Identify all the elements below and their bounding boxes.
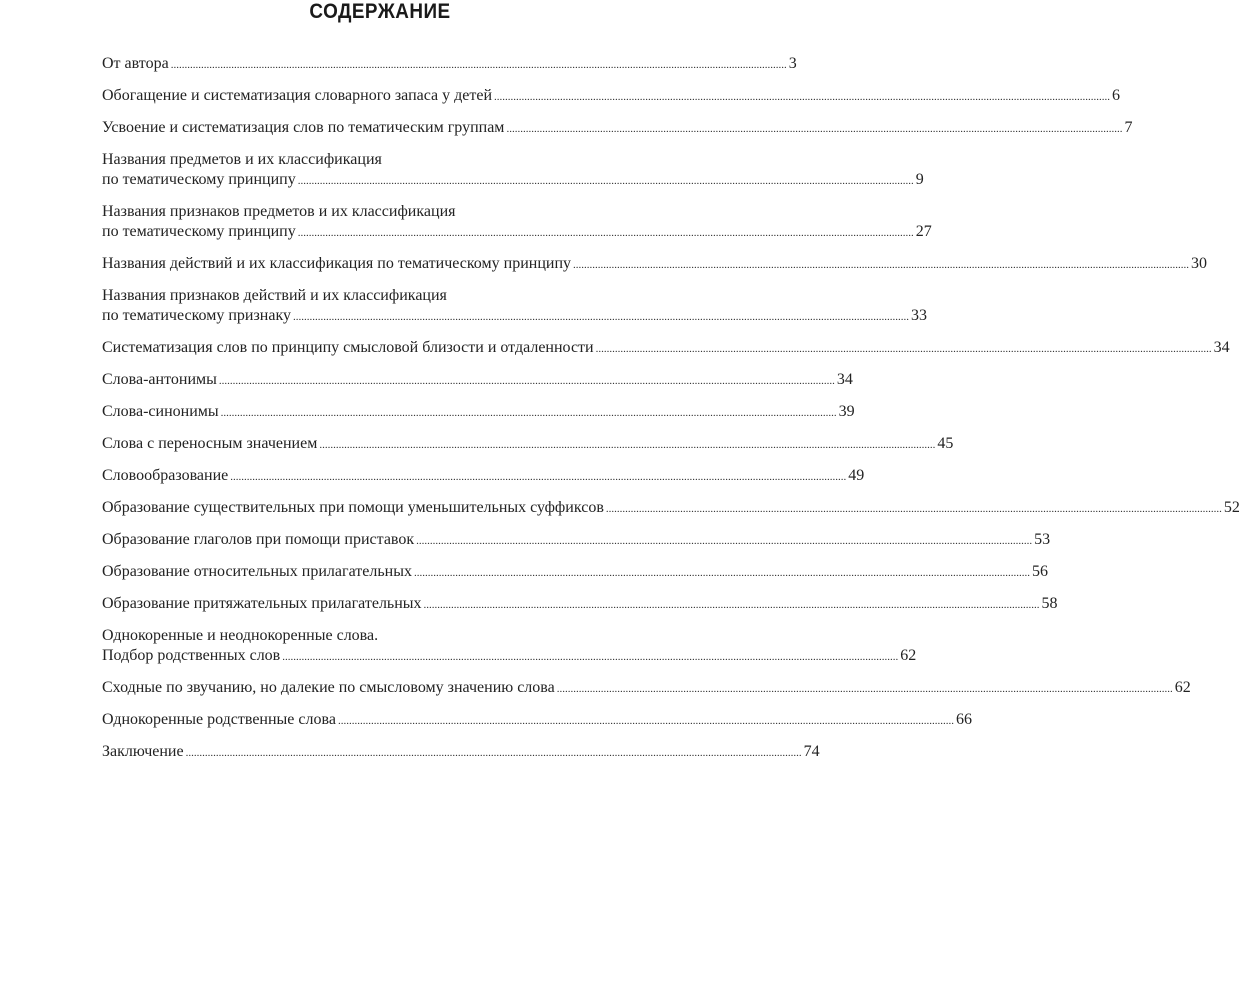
dot-leader [596, 339, 1212, 359]
toc-entry-page-number: 6 [1112, 87, 1121, 104]
toc-entry-title-line: Названия предметов и их классификация [102, 151, 382, 168]
toc-entry-page-number: 53 [1034, 531, 1051, 548]
toc-entry-label: Образование глаголов при помощи приставок [102, 531, 415, 548]
dot-leader [506, 119, 1122, 139]
toc-entry[interactable] [102, 202, 932, 243]
toc-entry-label: Обогащение и систематизация словарного запаса у детей [102, 87, 493, 104]
dot-leader [171, 55, 787, 75]
toc-entry-label: Систематизация слов по принципу смысловой близости и отдаленности [102, 339, 594, 356]
dot-leader [557, 679, 1173, 699]
toc-entry[interactable] [102, 338, 1230, 359]
toc-entry-page-number: 3 [788, 55, 797, 72]
toc-entry-label: От автора [102, 55, 169, 72]
dot-leader [416, 531, 1032, 551]
toc-entry-label: Слова-синонимы [102, 403, 219, 420]
toc-entry[interactable] [102, 562, 1048, 583]
toc-entry-row [102, 530, 1051, 551]
toc-entry-page-number: 34 [1213, 339, 1230, 356]
toc-entry[interactable] [102, 594, 1058, 615]
toc-entry[interactable] [102, 254, 1207, 275]
toc-entry-label: по тематическому принципу [102, 223, 296, 240]
dot-leader [573, 255, 1189, 275]
toc-entry-label: Однокоренные родственные слова [102, 711, 336, 728]
toc-entry[interactable] [102, 54, 797, 75]
dot-leader [219, 371, 835, 391]
toc-entry[interactable] [102, 742, 820, 763]
toc-entry-row [102, 222, 932, 243]
toc-entry-title-line: Однокоренные и неоднокоренные слова. [102, 627, 379, 644]
toc-entry-page-number: 62 [1174, 679, 1191, 696]
toc-entry[interactable] [102, 86, 1121, 107]
toc-entry[interactable] [102, 118, 1133, 139]
toc-entry-row [102, 402, 855, 423]
toc-entry-page-number: 39 [838, 403, 855, 420]
page-title: СОДЕРЖАНИЕ [309, 0, 451, 23]
toc-entry-label: Названия действий и их классификация по тематическому принципу [102, 255, 571, 272]
toc-entry[interactable] [102, 434, 954, 455]
toc-entry[interactable] [102, 530, 1051, 551]
toc-entry-label: по тематическому принципу [102, 171, 296, 188]
dot-leader [298, 171, 914, 191]
toc-entry-page-number: 45 [937, 435, 954, 452]
dot-leader [414, 563, 1030, 583]
toc-entry-label: Сходные по звучанию, но далекие по смысловому значению слова [102, 679, 555, 696]
toc-entry-page-number: 30 [1191, 255, 1207, 272]
toc-entry[interactable] [102, 466, 865, 487]
toc-entry-row [102, 118, 1133, 139]
toc-entry-page-number: 34 [836, 371, 853, 388]
toc-entry[interactable] [102, 286, 927, 327]
toc-entry-page-number: 49 [848, 467, 865, 484]
toc-entry-row [102, 54, 797, 75]
toc-entry-label: Заключение [102, 743, 184, 760]
toc-entry-page-number: 52 [1223, 499, 1240, 516]
toc-entry-page-number: 58 [1041, 595, 1058, 612]
dot-leader [606, 499, 1222, 519]
toc-entry-label: Слова с переносным значением [102, 435, 318, 452]
toc-entry-row [102, 370, 853, 391]
dot-leader [230, 467, 846, 487]
toc-entry[interactable] [102, 402, 855, 423]
toc-entry-page-number: 33 [911, 307, 927, 324]
toc-entry-page-number: 56 [1031, 563, 1048, 580]
dot-leader [424, 595, 1040, 615]
toc-entry-row [102, 742, 820, 763]
toc-entry-row [102, 466, 865, 487]
table-of-contents [102, 54, 1240, 774]
toc-entry-label: Образование притяжательных прилагательных [102, 595, 422, 612]
toc-entry-page-number: 62 [900, 647, 917, 664]
toc-entry-label: Образование существительных при помощи уменьшительных суффиксов [102, 499, 604, 516]
toc-entry-row [102, 306, 927, 327]
toc-entry-row [102, 170, 924, 191]
toc-entry-label: Подбор родственных слов [102, 647, 281, 664]
toc-entry-page-number: 66 [955, 711, 972, 728]
dot-leader [282, 647, 898, 667]
toc-entry[interactable] [102, 498, 1240, 519]
toc-entry-row [102, 338, 1230, 359]
toc-entry-page-number: 9 [915, 171, 924, 188]
toc-entry-row [102, 646, 917, 667]
toc-entry-page-number: 27 [915, 223, 932, 240]
toc-entry-row [102, 498, 1240, 519]
toc-entry[interactable] [102, 370, 853, 391]
toc-entry-page-number: 7 [1124, 119, 1133, 136]
toc-entry-page-number: 74 [803, 743, 820, 760]
toc-entry[interactable] [102, 150, 924, 191]
toc-entry-row [102, 86, 1121, 107]
toc-entry-label: Образование относительных прилагательных [102, 563, 412, 580]
dot-leader [298, 223, 914, 243]
toc-entry-label: Слова-антонимы [102, 371, 217, 388]
toc-entry-row [102, 594, 1058, 615]
toc-entry[interactable] [102, 710, 972, 731]
toc-entry-title-line: Названия признаков действий и их классификация [102, 287, 447, 304]
toc-entry[interactable] [102, 678, 1191, 699]
toc-entry[interactable] [102, 626, 917, 667]
dot-leader [221, 403, 837, 423]
dot-leader [186, 743, 802, 763]
toc-entry-row [102, 254, 1207, 275]
dot-leader [319, 435, 935, 455]
dot-leader [293, 307, 909, 327]
toc-entry-row [102, 434, 954, 455]
toc-entry-row [102, 562, 1048, 583]
dot-leader [338, 711, 954, 731]
dot-leader [494, 87, 1110, 107]
toc-entry-title-line: Названия признаков предметов и их классификация [102, 203, 456, 220]
toc-entry-row [102, 678, 1191, 699]
toc-entry-row [102, 710, 972, 731]
toc-entry-label: Словообразование [102, 467, 229, 484]
toc-entry-label: по тематическому признаку [102, 307, 291, 324]
toc-entry-label: Усвоение и систематизация слов по тематическим группам [102, 119, 505, 136]
